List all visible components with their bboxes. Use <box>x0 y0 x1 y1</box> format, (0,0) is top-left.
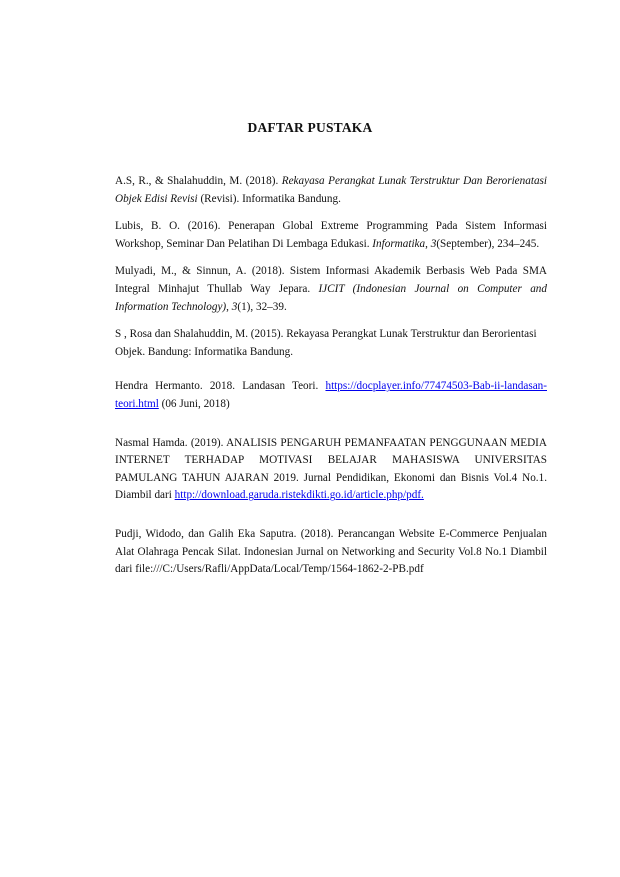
reference-entry <box>115 378 547 413</box>
reference-italic-title: Informatika <box>372 237 426 250</box>
reference-entry <box>115 173 547 208</box>
reference-entry <box>115 263 547 316</box>
reference-entry: Pudji, Widodo, dan Galih Eka Saputra. (2018). Perancangan Website E-Commerce Penjualan Alat Olahraga Pencak Silat. Indonesian Jurnal on Networking and Security Vol.8 No.1 Diambil dari file:///C:/Users/Rafli/AppData/Local/Temp/1564-1862-2-PB.pdf <box>115 527 547 576</box>
reference-text: Hendra Hermanto. 2018. Landasan Teori. <box>115 380 326 393</box>
reference-text: (1), 32–39. <box>237 300 287 313</box>
reference-text: , <box>226 300 232 313</box>
reference-text: Nasmal Hamda. (2019). ANALISIS PENGARUH PEMANFAATAN PENGGUNAAN MEDIA INTERNET TERHADAP MOTIVASI BELAJAR MAHASISWA UNIVERSITAS PAMULANG TAHUN AJARAN 2019. Jurnal Pendidikan, Ekonomi dan Bisnis Vol.4 No.1. Diambil dari <box>115 436 547 502</box>
reference-text: Lubis, B. O. (2016). Penerapan Global Extreme Programming Pada Sistem Informasi Workshop, Seminar Dan Pelatihan Di Lembaga Edukasi. <box>115 220 547 250</box>
reference-text: (06 Juni, 2018) <box>158 397 230 410</box>
reference-text: (September), 234–245. <box>436 237 540 250</box>
reference-italic-volume: 3 <box>430 237 437 250</box>
reference-text: (Revisi). Informatika Bandung. <box>197 192 341 205</box>
reference-text: A.S, R., & Shalahuddin, M. (2018). <box>115 175 282 187</box>
reference-link[interactable]: https://docplayer.info/77474503-Bab-ii-landasan-teori.html <box>115 380 547 410</box>
reference-italic-volume: 3 <box>231 300 238 313</box>
reference-text: Mulyadi, M., & Sinnun, A. (2018). Sistem Informasi Akademik Berbasis Web Pada SMA Integral Minhajut Thullab Way Jepara. <box>115 265 547 295</box>
reference-entry <box>115 218 547 253</box>
page-title: DAFTAR PUSTAKA <box>247 120 373 135</box>
reference-entry <box>115 435 547 505</box>
reference-entry: S , Rosa dan Shalahuddin, M. (2015). Rekayasa Perangkat Lunak Terstruktur dan Berorientasi Objek. Bandung: Informatika Bandung. <box>115 328 537 358</box>
reference-italic-title: Rekayasa Perangkat Lunak Terstruktur Dan Berorienatasi Objek Edisi Revisi <box>115 175 547 205</box>
reference-list <box>115 173 547 579</box>
reference-italic-title: IJCIT (Indonesian Journal on Computer and Information Technology) <box>115 282 547 313</box>
reference-link[interactable]: http://download.garuda.ristekdikti.go.id/article.php/pdf. <box>174 489 424 502</box>
reference-text: , <box>425 237 431 250</box>
